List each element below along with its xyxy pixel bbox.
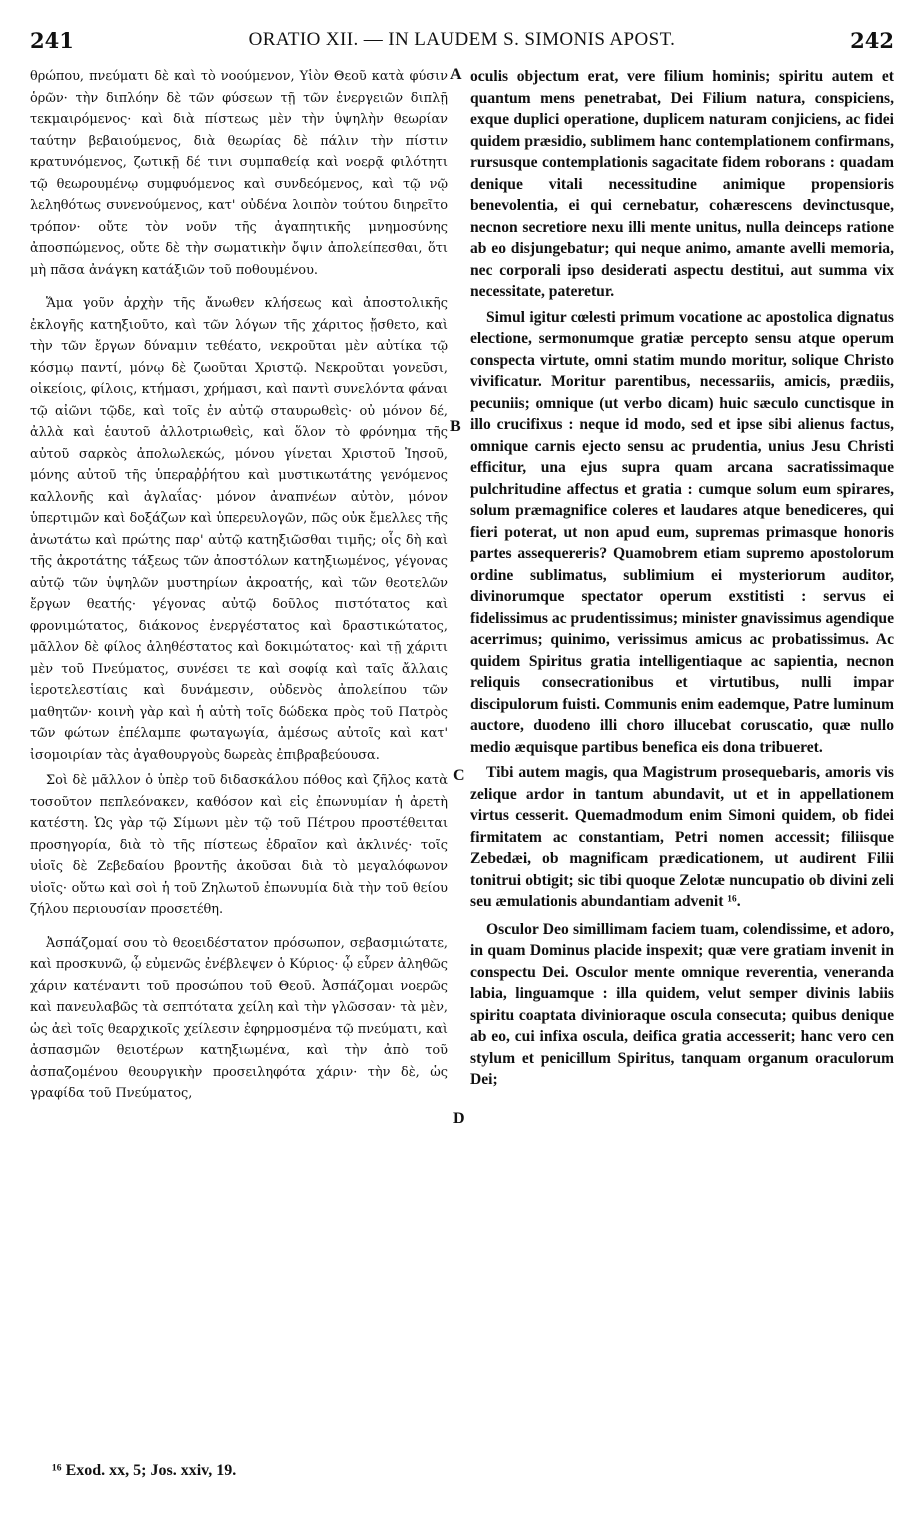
greek-paragraph: Ἅμα γοῦν ἀρχὴν τῆς ἄνωθεν κλήσεως καὶ ἀποστολικῆς ἐκλογῆς κατηξιοῦτο, καὶ τῶν λόγων τῆς χάριτος ᾔσθετο, καὶ τὴν τῶν ἔργων δύναμιν τεθέατο, νεκροῦται μὲν αὐτίκα τῷ κόσμῳ παντί, μόνῳ δὲ ζωοῦται Χριστῷ. Νεκροῦται γονεῦσι, οἰκείοις, φίλοις, κτήμασι, χρήμασι, καὶ παντὶ συνελόντα φάναι τῷ αἰῶνι τῷδε, καὶ τοῖς ἐν αὐτῷ σταυρωθεὶς· οὐ μόνον δέ, ἀλλὰ καὶ ἑαυτοῦ ἀλλοτριωθεὶς, καὶ ὅλον τὸ φρόνημα τῆς αὐτοῦ σαρκὸς ἀπολωλεκώς, μόνου γίνεται Χριστοῦ Ἰησοῦ, μόνης αὐτοῦ τῆς ὑπεραῤῥήτου καὶ μυστικωτάτης γενόμενος καλλονῆς καὶ ἀγλαΐας· μόνον ἀναπνέων αὐτὸν, μόνον ὑπερτιμῶν καὶ δοξάζων καὶ ὑπερευλογῶν, πῶς οὐκ ἔμελλες τῆς ἀνωτάτω καὶ πρώτης παρ' αὐτῷ κατηξιῶσθαι τιμῆς; οἷς δὴ καὶ τῆς ἀκροτάτης τάξεως τῶν ἀποστόλων κατηξιωμένος, γέγονας αὐτῷ τῶν ὑψηλῶν μυστηρίων ἀκροατής, καὶ τῶν θεοτελῶν ἔργων θεατής· γέγονας αὐτῷ δοῦλος πιστότατος καὶ φρονιμώτατος, διάκονος ἐνεργέστατος καὶ δραστικώτατος, μᾶλλον δὲ φίλος ἀληθέστατος καὶ δοκιμώτατος· καὶ τῇ χάριτι μὲν τοῦ Πνεύματος, συνέσει τε καὶ σοφίᾳ καὶ ταῖς ἄλλαις ἱεροτελεστίαις καὶ δυνάμεσιν, οὐδενὸς ἀπολείπου τῶν μαθητῶν· κοινὴ γὰρ καὶ ἡ αὐτὴ τοῖς δώδεκα πρὸς τοῦ Πατρὸς τῶν φώτων ἐπέλαμπε φωταγωγία, ἀμέσως αὐτοῖς καὶ κατ' ἰσομοιρίαν τὰς ἀγαθουργοὺς δωρεὰς ἐπιβραβεύουσα. [30,296,448,763]
greek-paragraph: θρώπου, πνεύματι δὲ καὶ τὸ νοούμενον, Υἱὸν Θεοῦ κατὰ φύσιν ὁρῶν· τὴν διπλόην δὲ τῶν φύσεων τῇ τῶν ἐνεργειῶν διπλῇ τεκμαιρόμενος· καὶ διὰ πίστεως μὲν τὴν ὑψηλὴν θεωρίαν ταύτην βεβαιούμενος, διὰ θεωρίας δὲ πάλιν τὴν πίστιν κρατυνόμενος, ζωτικῇ δέ τινι συμπαθείᾳ καὶ νοερᾷ φιλότητι τῷ θεωρουμένῳ συμφυόμενος καὶ συνδεόμενος, καὶ τῷ νῷ λεληθότως συνενούμενος, κατ' οὐδένα λοιπὸν τούτου διηρεῖτο τρόπον· οὔτε τὸν νοῦν τῆς ἀγαπητικῆς μνημοσύνης ἀποσπώμενος, οὔτε δὲ τὴν σωματικὴν ὄψιν ἀπολείπεσθαι, ὅτι μὴ πᾶσα ἀνάγκη κατάξιῶν τοῦ ποθουμένου. [30,69,448,278]
margin-letter-a: A [450,66,462,83]
greek-column [30,66,448,1105]
latin-paragraph: Simul igitur cœlesti primum vocatione ac apostolica dignatus electione, sermonumque gratiæ percepto sensu atque operum conspecta virtute, omni statim mundo moritur, solique Christo vivificatur. Moritur parentibus, necessariis, amicis, prædiis, pecuniis; omnique (ut verbo dicam) huic sæculo cunctisque in illo crucifixus : neque id modo, sed et ipse sibi alienus factus, omnique carnis ejecto sensu ac prudentia, unius Jesu Christi efficitur, una ejus supra quam arcana sacratissimaque pulchritudine affectus et gratia : cumque solum eum spirares, solum præmagnifice coleres et laudares atque benediceres, qui fieri poterat, ut non apud eum, supremas primasque honoris partes assequereris? Quamobrem etiam supremo apostolorum ordine sublimatus, sublimium ei mysteriorum auditor, divinorumque spectator operum exstitisti : servus ei fidelissimus ac prudentissimus; minister gnavissimus agendique acerrimus; quinimo, verissimus amicus ac probatissimus. Ac quidem Spiritus gratia intelligentiaque ac sapientia, necnon reliquis consecrationibus et virtutibus, nulli impar discipulorum fuisti. Communis enim eademque, Patre luminum auctore, duodeno illi choro illucebat coruscatio, quæ nullo medio æquisque partibus benefica eis dona tribueret. [470,308,894,756]
footnote: ¹⁶ Exod. xx, 5; Jos. xxiv, 19. [52,1462,237,1479]
running-header [30,28,894,58]
greek-paragraph: Ἀσπάζομαί σου τὸ θεοειδέστατον πρόσωπον, σεβασμιώτατε, καὶ προσκυνῶ, ᾧ εὐμενῶς ἐνέβλεψεν ὁ Κύριος· ᾧ εὗρεν ἀληθῶς χάριν κατέναντι τοῦ προσώπου τοῦ Θεοῦ. Ἀσπάζομαι νοερῶς καὶ πανευλαβῶς τὰ σεπτότατα χείλη καὶ τὴν γλῶσσαν· τὰ μὲν, ὡς ἀεὶ τοῖς θεαρχικοῖς χείλεσιν ἐφηρμοσμένα τῷ πνεύματι, καὶ ἀσπασμῶν θειοτέρων κατηξιωμένα, καὶ τὴν ἀπὸ τοῦ ἀσπαζομένου θεουργικὴν προσειληφότα χάριν· τὴν δὲ, ὡς γραφίδα τοῦ Πνεύματος, [30,935,448,1101]
page-number-right: 242 [850,28,894,53]
latin-column [470,66,894,1091]
margin-letter-c: C [453,767,465,784]
latin-paragraph: Osculor Deo simillimam faciem tuam, colendissime, et adoro, in quam Dominus placide inspexit; quæ vere gratiam invenit in conspectu Dei. Osculor mente omnique reverentia, veneranda labia, linguamque : illa quidem, velut semper divinis labiis spiritu coaptata divinioraque oscula consecuta; quibus denique ab eo, cui infixa oscula, deifica gratia accesserit; hanc vero cen stylum et penicillum Spiritus, tanquam organum oraculorum Dei; [470,920,894,1088]
page-number-left: 241 [30,28,74,53]
margin-letter-b: B [450,418,461,435]
greek-paragraph: Σοὶ δὲ μᾶλλον ὁ ὑπὲρ τοῦ διδασκάλου πόθος καὶ ζῆλος κατὰ τοσοῦτον πεπλεόνακεν, καθόσον καὶ εἰς ἐπωνυμίαν ἡ ἀρετὴ κατέστη. Ὡς γὰρ τῷ Σίμωνι μὲν τῷ τοῦ Πέτρου προστέθειται προσηγορία, διὰ τὸ τῆς πίστεως ἑδραῖον καὶ ἀκλινές· τοῖς υἱοῖς δὲ Ζεβεδαίου βροντῆς ἀκοῦσαι διὰ τὸ μεγαλόφωνον υἱοῖς· οὕτω καὶ σοὶ ἡ τοῦ Ζηλωτοῦ ἐπωνυμία διὰ τὴν τοῦ θείου ζήλου περιουσίαν προσετέθη. [30,773,448,917]
latin-paragraph: Tibi autem magis, qua Magistrum prosequebaris, amoris vis zelique ardor in tantum abundavit, ut et in appellationem virtus cesserit. Quemadmodum enim Simoni quidem, ob fidei firmitatem ac constantiam, Petri nomen accessit; filiisque Zebedæi, ob magnificam prædicationem, ut audirent Filii tonitrui obtigit; sic tibi quoque Zelotæ nuncupatio ob divini zeli seu æmulationis abundantiam advenit ¹⁶. [470,764,894,910]
latin-paragraph: oculis objectum erat, vere filium hominis; spiritu autem et quantum mens penetrabat, Dei Filium natura, conspiciens, exque duplici operatione, duplicem naturam conjiciens, ac fidei quidem præsidio, sublimem hanc contemplationem confirmans, rursusque contemplationis sagacitate fidem roborans : quadam denique vitali necessitudine animique propensioris benevolentia, ei qui cernebatur, cohærescens devinctusque, necnon secretiore nexu illi mente unitus, nulla deinceps ratione ab eo disjungebatur; qui neque animo, amante avelli memoria, nec corporali ipso desiderati aspectu destitui, aut summa vix necessitate, pateretur. [470,68,894,300]
margin-letter-d: D [453,1110,465,1127]
running-title: ORATIO XII. — IN LAUDEM S. SIMONIS APOST. [248,29,676,50]
